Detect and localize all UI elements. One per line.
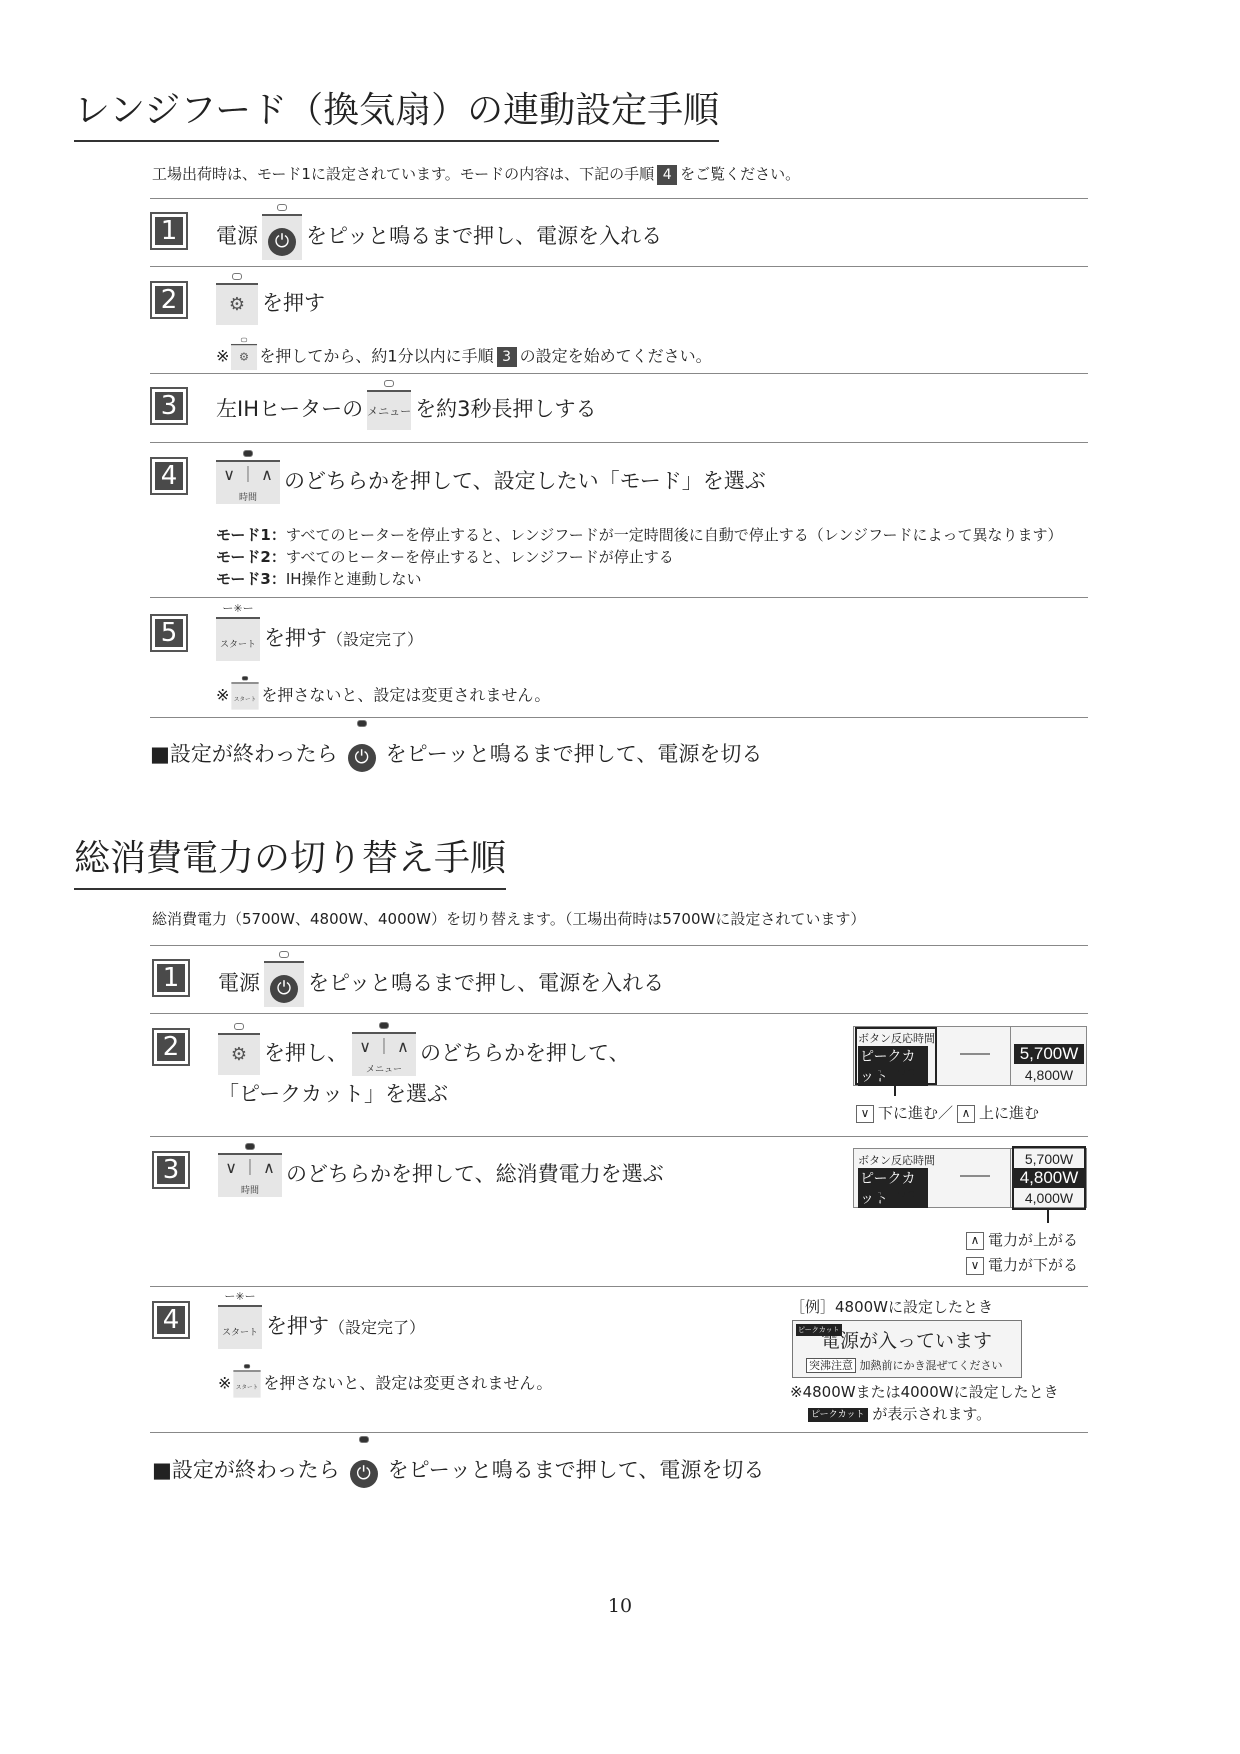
panel-divider — [1010, 1027, 1011, 1085]
end-text: ■設定が終わったら — [150, 742, 338, 766]
s2-step-2-text — [218, 1032, 630, 1076]
note-mark: ※ — [218, 1373, 232, 1393]
s2-step-4-text — [218, 1290, 426, 1349]
panel-row-1: ボタン反応時間 — [858, 1033, 935, 1045]
step-text: を押し、 — [264, 1041, 348, 1065]
start-label: スタート — [221, 1328, 258, 1338]
mode-1 — [216, 524, 1063, 546]
s2-step-3-text — [218, 1153, 664, 1197]
panel-dash: ―― — [960, 1167, 990, 1184]
step-number — [150, 212, 188, 250]
divider — [150, 1136, 1088, 1137]
power-button-icon — [262, 214, 302, 260]
end-text: をピーッと鳴るまで押して、電源を切る — [387, 1458, 765, 1482]
arrows-icon: ∨ ｜ ∧ — [359, 1037, 409, 1056]
arrows-icon: ∨ ｜ ∧ — [225, 1158, 275, 1177]
display-panel-1 — [853, 1026, 1087, 1086]
arrow-menu-buttons-icon — [352, 1032, 416, 1076]
page-number: 10 — [607, 1595, 633, 1617]
note-text: が表示されます。 — [872, 1405, 992, 1423]
divider — [150, 1432, 1088, 1433]
arrow-buttons-icon — [218, 1153, 282, 1197]
example-display — [792, 1320, 1022, 1378]
down-key-icon: ∨ — [856, 1105, 874, 1123]
hint-text: 電力が上がる — [988, 1231, 1079, 1249]
mode-3 — [216, 568, 422, 590]
up-key-icon: ∧ — [966, 1232, 984, 1250]
divider — [150, 945, 1088, 946]
divider — [150, 198, 1088, 199]
step-number-text: 2 — [157, 1033, 185, 1061]
divider — [150, 442, 1088, 443]
example-main-text: 電源が入っています — [821, 1330, 993, 1352]
start-button-icon — [218, 1290, 262, 1349]
mode-text: IH操作と連動しない — [285, 570, 422, 588]
step-number — [150, 614, 188, 652]
step-number — [152, 959, 190, 997]
start-label: スタート — [219, 640, 256, 650]
note-mark: ※ — [216, 685, 230, 705]
start-label: スタート — [236, 1384, 259, 1391]
mode-label: モード1： — [216, 526, 286, 544]
gear-icon: ⚙ — [239, 350, 250, 364]
nav-text: 上に進む — [979, 1104, 1040, 1122]
menu-label: メニュー — [367, 405, 412, 418]
s2-step-2-text-2: 「ピークカット」を選ぶ — [218, 1082, 448, 1106]
end-text: をピーッと鳴るまで押して、電源を切る — [385, 742, 763, 766]
panel-row-3: HEMS — [878, 1188, 916, 1203]
mode-text: すべてのヒーターを停止すると、レンジフードが停止する — [285, 548, 674, 566]
step-text: を約3秒長押しする — [415, 397, 597, 421]
divider — [150, 597, 1088, 598]
power-icon: ⏻ — [268, 228, 296, 256]
mode-text: すべてのヒーターを停止すると、レンジフードが一定時間後に自動で停止する（レンジフードによって異なります） — [285, 526, 1063, 544]
time-label: 時間 — [240, 1186, 259, 1196]
power-up-hint — [966, 1228, 1078, 1252]
gear-button-icon — [216, 283, 258, 325]
panel-value: 5,700W — [1024, 1151, 1074, 1167]
note-text: の設定を始めてください。 — [519, 346, 712, 366]
power-button-icon — [342, 732, 382, 778]
arrows-icon: ∨ ｜ ∧ — [223, 465, 273, 484]
panel-row-1: ボタン反応時間 — [858, 1155, 935, 1167]
divider — [150, 717, 1088, 718]
intro-text-b: をご覧ください。 — [680, 165, 801, 183]
step-number-text: 5 — [155, 619, 183, 647]
panel-value-selected: 4,800W — [1014, 1168, 1084, 1188]
menu-button-icon — [367, 390, 411, 430]
step-number — [150, 387, 188, 425]
time-label: 時間 — [238, 493, 257, 503]
step-number-text: 1 — [155, 217, 183, 245]
pointer-line — [1047, 1209, 1049, 1223]
mode-label: モード3： — [216, 570, 286, 588]
example-sub — [806, 1357, 1003, 1373]
display-panel-2 — [853, 1148, 1087, 1208]
nav-text: 下に進む／ — [878, 1104, 954, 1122]
step-text: を押す — [262, 291, 325, 315]
example-sub-text: 加熱前にかき混ぜてください — [859, 1359, 1003, 1372]
step-text: 電源 — [216, 224, 258, 248]
menu-label: メニュー — [365, 1065, 402, 1075]
divider — [150, 1013, 1088, 1014]
note-text: を押さないと、設定は変更されません。 — [261, 685, 551, 705]
down-key-icon: ∨ — [966, 1257, 984, 1275]
end-text: ■設定が終わったら — [152, 1458, 340, 1482]
up-key-icon: ∧ — [957, 1105, 975, 1123]
note-text: を押してから、約1分以内に手順 — [259, 346, 494, 366]
section1-intro — [152, 163, 800, 185]
start-button-icon — [234, 1370, 261, 1397]
gear-icon: ⚙ — [230, 1044, 248, 1065]
step-text: のどちらかを押して、 — [420, 1041, 630, 1065]
step-number — [152, 1301, 190, 1339]
intro-text-a: 工場出荷時は、モード1に設定されています。モードの内容は、下記の手順 — [152, 165, 655, 183]
start-button-icon — [216, 602, 260, 661]
step-number-text: 3 — [155, 392, 183, 420]
step-text: を押す — [266, 1314, 329, 1338]
step-text: をピッと鳴るまで押し、電源を入れる — [308, 971, 665, 995]
step-ref-chip: 4 — [657, 165, 677, 185]
section1-end — [150, 732, 762, 778]
section2-title: 総消費電力の切り替え手順 — [74, 836, 506, 890]
step-number-text: 4 — [157, 1306, 185, 1334]
start-button-icon — [232, 682, 259, 709]
step-number — [150, 281, 188, 319]
step-number-text: 4 — [155, 462, 183, 490]
power-icon: ⏻ — [350, 1460, 378, 1488]
step-number-text: 3 — [157, 1156, 185, 1184]
step-text: 左IHヒーターの — [216, 397, 364, 421]
power-button-icon — [344, 1448, 384, 1494]
step-number — [150, 457, 188, 495]
s2-step-1-text — [218, 961, 664, 1007]
step-text-small: （設定完了） — [327, 630, 424, 649]
panel-row-3: HEMS — [878, 1066, 916, 1081]
step-text: のどちらかを押して、設定したい「モード」を選ぶ — [284, 469, 766, 493]
panel-dash: ―― — [960, 1045, 990, 1062]
note-mark: ※ — [216, 346, 230, 366]
step-3-text — [216, 390, 597, 430]
panel-value: 4,000W — [1024, 1190, 1074, 1206]
step-number — [152, 1151, 190, 1189]
panel-value-selected: 5,700W — [1014, 1044, 1084, 1064]
step-1-text — [216, 214, 662, 260]
peakcut-badge: ピークカット — [808, 1408, 868, 1422]
start-label: スタート — [234, 696, 257, 703]
power-icon: ⏻ — [348, 744, 376, 772]
step-2-note — [216, 336, 712, 378]
divider — [150, 266, 1088, 267]
s2-step-4-note — [218, 1362, 552, 1406]
step-text: のどちらかを押して、総消費電力を選ぶ — [286, 1162, 664, 1186]
section2-intro: 総消費電力（5700W、4800W、4000W）を切り替えます。（工場出荷時は5700Wに設定されています） — [152, 910, 866, 928]
step-text: を押す — [264, 626, 327, 650]
step-number-text: 1 — [157, 964, 185, 992]
divider — [150, 373, 1088, 374]
step-ref-chip: 3 — [497, 347, 517, 367]
step-number-text: 2 — [155, 286, 183, 314]
example-note-1: ※4800Wまたは4000Wに設定したとき — [790, 1383, 1059, 1401]
section2-end — [152, 1448, 764, 1494]
peakcut-badge: ピークカット — [798, 1326, 840, 1334]
step-text: をピッと鳴るまで押し、電源を入れる — [306, 224, 663, 248]
pointer-line — [894, 1084, 896, 1096]
hint-text: 電力が下がる — [988, 1256, 1079, 1274]
step-text-small: （設定完了） — [329, 1318, 426, 1337]
step-2-text — [216, 283, 325, 325]
light-icon: ー✳ー — [222, 602, 254, 615]
light-icon: ー✳ー — [224, 1290, 256, 1303]
step-4-text — [216, 460, 766, 504]
step-5-text — [216, 602, 424, 661]
panel-row-2-selected: ピークカット — [858, 1046, 928, 1086]
note-text: を押さないと、設定は変更されません。 — [263, 1373, 553, 1393]
panel-value: 4,800W — [1024, 1067, 1074, 1083]
step-5-note — [216, 674, 550, 718]
step-number — [152, 1028, 190, 1066]
example-note-2 — [808, 1402, 991, 1427]
example-caption: ［例］4800Wに設定したとき — [790, 1298, 994, 1316]
section1-title: レンジフード（換気扇）の連動設定手順 — [74, 88, 719, 142]
power-down-hint — [966, 1253, 1078, 1277]
power-icon: ⏻ — [270, 975, 298, 1003]
panel-row-2-selected: ピークカット — [858, 1168, 928, 1208]
panel-divider — [1010, 1149, 1011, 1207]
gear-button-icon — [231, 344, 257, 370]
mode-2 — [216, 546, 674, 568]
panel-nav-hint — [856, 1101, 1039, 1125]
step-text: 電源 — [218, 971, 260, 995]
divider — [150, 1286, 1088, 1287]
caution-tag: 突沸注意 — [806, 1358, 856, 1373]
arrow-buttons-icon — [216, 460, 280, 504]
power-button-icon — [264, 961, 304, 1007]
gear-button-icon — [218, 1033, 260, 1075]
gear-icon: ⚙ — [228, 294, 246, 315]
mode-label: モード2： — [216, 548, 286, 566]
